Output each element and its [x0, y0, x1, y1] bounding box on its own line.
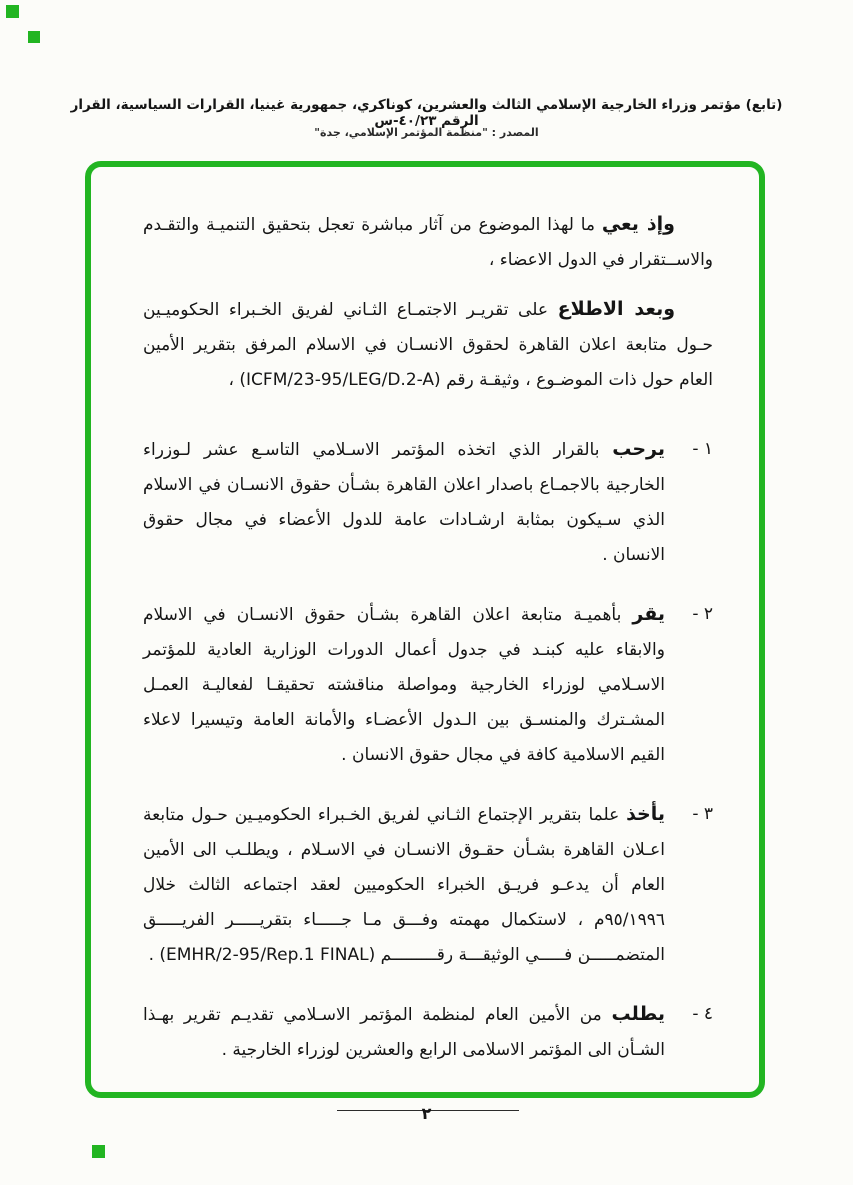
resolution-item-4 — [143, 997, 713, 1068]
bold-lead-word: يقر — [632, 603, 666, 625]
page-number: ٢ — [421, 1104, 432, 1123]
item-text — [143, 597, 665, 773]
item-text — [143, 432, 665, 573]
item-text — [143, 797, 665, 973]
green-marker-square-top-2 — [28, 31, 40, 43]
item-text — [143, 997, 665, 1068]
resolution-item-2 — [143, 597, 713, 773]
document-header-title: (تابع) مؤتمر وزراء الخارجية الإسلامي الثالث والعشرين، كوناكري، جمهورية غينيا، القرارات السياسية، القرار الرقم ٤٠/٢٣-س — [70, 97, 783, 129]
item-number: ٢ - — [692, 604, 713, 624]
bold-lead-word: يأخذ — [626, 803, 665, 825]
green-marker-square-top-1 — [6, 5, 19, 18]
paragraph-text: بالقرار الذي اتخذه المؤتمر الاسـلامي التاسـع عشر لـوزراء الخارجية بالاجمـاع باصدار اعلان القاهرة بشـأن حقوق الانسـان في الاسلام الذي سـيكون بمثابة ارشـادات عامة للدول الأعضاء في مجال حقوق الانسان . — [143, 440, 665, 565]
paragraph-text: بأهميـة متابعة اعلان القاهرة بشـأن حقوق الانسـان في الاسلام والابقاء عليه كبنـد في جدول أعمال الدورات الوزارية العادية للمؤتمر الاسـلامي لوزراء الخارجية ومواصلة مناقشته تحقيقـا لفعاليـة العمـل المشـترك والمنسـق بين الـدول الأعضـاء والأمانة العامة وتيسيرا لاعلاء القيم الاسلامية كافة في مجال حقوق الانسان . — [143, 605, 665, 765]
preamble-paragraph-1 — [143, 207, 713, 278]
document-body — [91, 167, 759, 1092]
item-number: ٣ - — [692, 804, 713, 824]
bold-lead-word: وإذ يعي — [601, 213, 675, 235]
paragraph-text: علما بتقرير الإجتماع الثـاني لفريق الخـبراء الحكوميـين حـول متابعة اعـلان القاهرة بشـأن حقـوق الانسـان في الاسـلام ، ويطلـب الى الأمين العام أن يدعـو فريـق الخبراء الحكوميين لعقد اجتماعه الثالث خلال ٩٥/١٩٩٦م ، لاستكمال مهمته وفـــق مـا جـــــاء بتقريـــــر الفريـــــق المتضمـــــن فـــــي الوثيقـــة رقـــــــــم (EMHR/2-95/Rep.1 FINAL) . — [143, 805, 665, 965]
green-highlight-box — [85, 161, 765, 1098]
item-number: ١ - — [692, 439, 713, 459]
paragraph-text: من الأمين العام لمنظمة المؤتمر الاسـلامي تقديـم تقرير بهـذا الشـأن الى المؤتمر الاسلامى الرابع والعشرين لوزراء الخارجية . — [143, 1005, 665, 1060]
green-marker-square-bottom — [92, 1145, 105, 1158]
bold-lead-word: وبعد الاطلاع — [557, 298, 676, 320]
preamble-paragraph-2 — [143, 292, 713, 398]
bold-lead-word: يرحب — [612, 438, 665, 460]
paragraph-text: على تقريـر الاجتمـاع الثـاني لفريق الخـبراء الحكوميـين حـول متابعة اعلان القاهرة لحقوق الانسـان في الاسلام المرفق بتقرير الأمين العام حول ذات الموضـوع ، وثيقـة رقم (ICFM/23-95/LEG/D.2-A) ، — [143, 300, 713, 390]
resolution-item-3 — [143, 797, 713, 973]
item-number: ٤ - — [692, 1004, 713, 1024]
paragraph-text: ما لهذا الموضوع من آثار مباشرة تعجل بتحقيق التنميـة والتقـدم والاســتقرار في الدول الاعضاء ، — [143, 215, 713, 270]
resolution-item-1 — [143, 432, 713, 573]
bold-lead-word: يطلب — [611, 1003, 665, 1025]
document-header-source: المصدر : "منظمة المؤتمر الإسلامي، جدة" — [314, 126, 539, 139]
